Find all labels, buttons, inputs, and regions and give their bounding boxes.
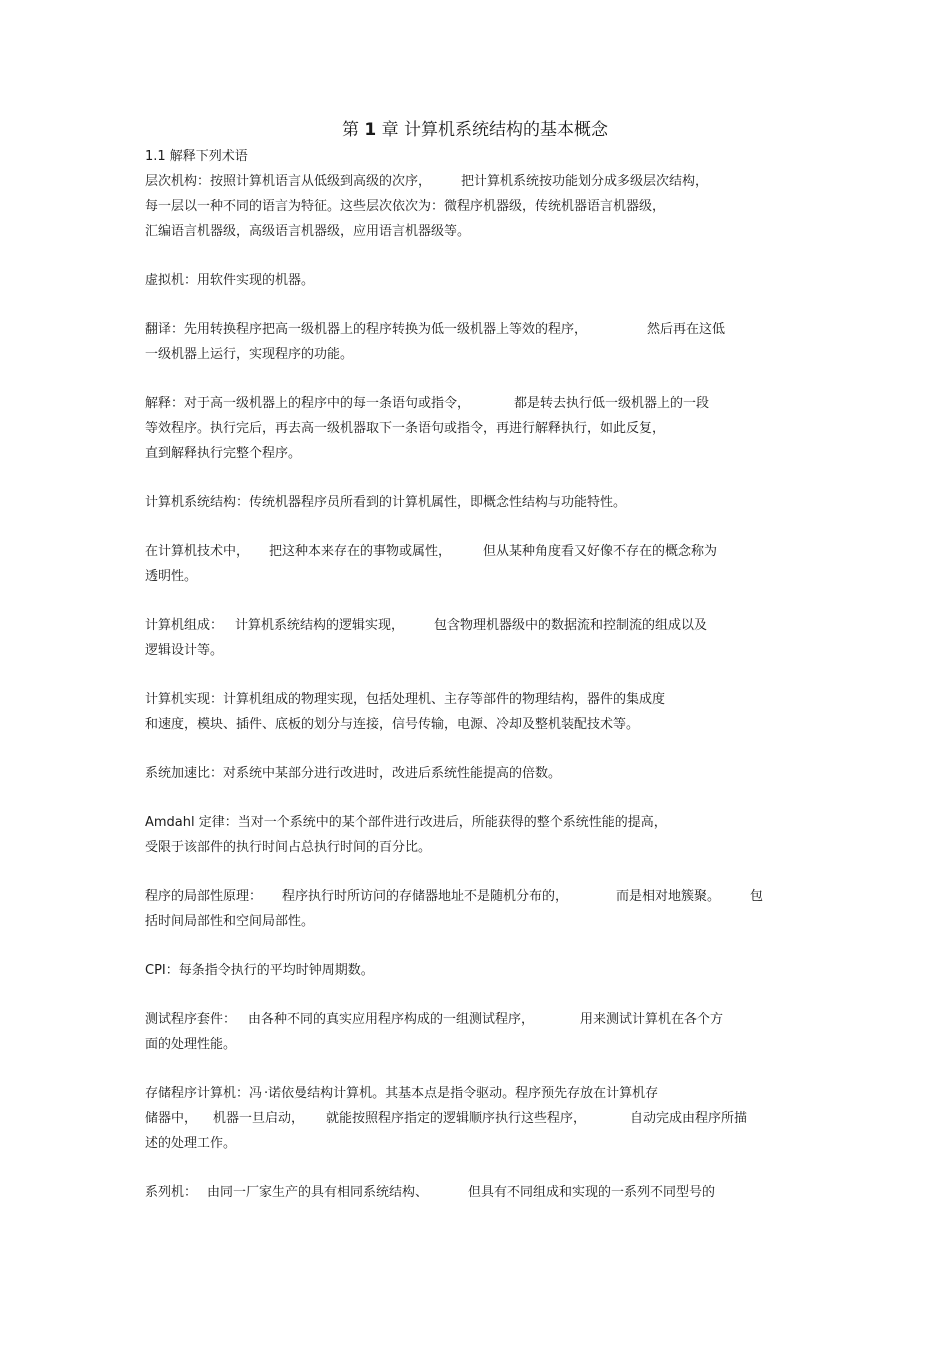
text-segment: 层次机构：按照计算机语言从低级到高级的次序， xyxy=(145,174,432,189)
text-segment: 但从某种角度看又好像不存在的概念称为 xyxy=(483,544,718,559)
text-segment: 存储程序计算机：冯 xyxy=(145,1086,263,1101)
text-segment: 包 xyxy=(750,889,764,904)
text-line xyxy=(145,909,825,934)
text-line xyxy=(145,761,825,786)
text-segment: 等效程序。执行完后，再去高一级机器取下一条语句或指令，再进行解释执行，如此反复， xyxy=(145,421,666,436)
glossary-content xyxy=(145,169,825,1229)
text-line xyxy=(145,219,825,244)
text-line xyxy=(145,613,825,638)
text-segment: 计算机实现：计算机组成的物理实现，包括处理机、主存等部件的物理结构，器件的集成度 xyxy=(145,692,666,707)
glossary-entry xyxy=(145,1180,825,1205)
text-segment: 就能按照程序指定的逻辑顺序执行这些程序， xyxy=(326,1111,587,1126)
text-segment: 测试程序套件： xyxy=(145,1012,237,1027)
glossary-entry xyxy=(145,613,825,663)
section-heading: 1.1 解释下列术语 xyxy=(145,149,248,164)
text-line xyxy=(145,1081,825,1106)
text-segment: ·诺依曼结构计算机。其基本点是指令驱动。程序预先存放在计算机存 xyxy=(264,1086,659,1101)
text-segment: 自动完成由程序所描 xyxy=(630,1111,748,1126)
text-line xyxy=(145,687,825,712)
text-line xyxy=(145,564,825,589)
text-segment: 而是相对地簇聚。 xyxy=(616,889,721,904)
text-line xyxy=(145,268,825,293)
text-segment: 翻译：先用转换程序把高一级机器上的程序转换为低一级机器上等效的程序， xyxy=(145,322,588,337)
text-line xyxy=(145,490,825,515)
text-line xyxy=(145,194,825,219)
text-line xyxy=(145,1007,825,1032)
text-line xyxy=(145,1180,825,1205)
glossary-entry xyxy=(145,490,825,515)
glossary-entry xyxy=(145,391,825,466)
text-line xyxy=(145,638,825,663)
text-line xyxy=(145,835,825,860)
text-segment: Amdahl 定律：当对一个系统中的某个部件进行改进后，所能获得的整个系统性能的提高， xyxy=(145,815,667,830)
text-line xyxy=(145,169,825,194)
chapter-title-prefix: 第 xyxy=(341,120,359,140)
text-segment: 直到解释执行完整个程序。 xyxy=(145,446,302,461)
glossary-entry xyxy=(145,1081,825,1156)
text-segment: 储器中， xyxy=(145,1111,198,1126)
glossary-entry xyxy=(145,169,825,244)
text-line xyxy=(145,416,825,441)
glossary-entry xyxy=(145,810,825,860)
text-segment: 括时间局部性和空间局部性。 xyxy=(145,914,315,929)
text-segment: 一级机器上运行，实现程序的功能。 xyxy=(145,347,354,362)
text-segment: 然后再在这低 xyxy=(647,322,726,337)
text-segment: 计算机系统结构的逻辑实现， xyxy=(235,618,405,633)
glossary-entry xyxy=(145,539,825,589)
text-line xyxy=(145,884,825,909)
text-line xyxy=(145,539,825,564)
text-line xyxy=(145,1106,825,1131)
text-segment: 程序执行时所访问的存储器地址不是随机分布的， xyxy=(282,889,569,904)
glossary-entry xyxy=(145,884,825,934)
text-line xyxy=(145,1131,825,1156)
text-line xyxy=(145,317,825,342)
text-line xyxy=(145,441,825,466)
glossary-entry xyxy=(145,761,825,786)
text-segment: 和速度，模块、插件、底板的划分与连接，信号传输，电源、冷却及整机装配技术等。 xyxy=(145,717,640,732)
text-segment: 计算机组成： xyxy=(145,618,224,633)
glossary-entry xyxy=(145,317,825,367)
text-segment: 把计算机系统按功能划分成多级层次结构， xyxy=(461,174,709,189)
glossary-entry xyxy=(145,1007,825,1057)
text-segment: 汇编语言机器级，高级语言机器级，应用语言机器级等。 xyxy=(145,224,471,239)
text-segment: 程序的局部性原理： xyxy=(145,889,263,904)
glossary-entry xyxy=(145,958,825,983)
glossary-entry xyxy=(145,687,825,737)
text-segment: 虚拟机：用软件实现的机器。 xyxy=(145,273,315,288)
text-segment: 由各种不同的真实应用程序构成的一组测试程序， xyxy=(248,1012,535,1027)
text-segment: 但具有不同组成和实现的一系列不同型号的 xyxy=(468,1185,716,1200)
text-segment: 透明性。 xyxy=(145,569,198,584)
text-segment: 用来测试计算机在各个方 xyxy=(580,1012,724,1027)
text-segment: 每一层以一种不同的语言为特征。这些层次依次为：微程序机器级，传统机器语言机器级， xyxy=(145,199,666,214)
text-segment: 计算机系统结构：传统机器程序员所看到的计算机属性，即概念性结构与功能特性。 xyxy=(145,495,627,510)
text-line xyxy=(145,810,825,835)
text-segment: 解释：对于高一级机器上的程序中的每一条语句或指令， xyxy=(145,396,471,411)
text-line xyxy=(145,958,825,983)
text-segment: 机器一旦启动， xyxy=(213,1111,305,1126)
text-line xyxy=(145,342,825,367)
text-segment: CPI：每条指令执行的平均时钟周期数。 xyxy=(145,963,374,978)
text-segment: 逻辑设计等。 xyxy=(145,643,224,658)
text-segment: 系统加速比：对系统中某部分进行改进时，改进后系统性能提高的倍数。 xyxy=(145,766,562,781)
text-segment: 把这种本来存在的事物或属性， xyxy=(269,544,452,559)
chapter-title-text: 章 计算机系统结构的基本概念 xyxy=(381,120,609,140)
text-segment: 系列机： xyxy=(145,1185,198,1200)
text-line xyxy=(145,712,825,737)
chapter-title xyxy=(0,118,950,142)
text-segment: 包含物理机器级中的数据流和控制流的组成以及 xyxy=(434,618,708,633)
text-segment: 面的处理性能。 xyxy=(145,1037,237,1052)
text-segment: 在计算机技术中， xyxy=(145,544,250,559)
text-segment: 由同一厂家生产的具有相同系统结构、 xyxy=(207,1185,429,1200)
text-line xyxy=(145,1032,825,1057)
text-segment: 都是转去执行低一级机器上的一段 xyxy=(514,396,710,411)
text-segment: 受限于该部件的执行时间占总执行时间的百分比。 xyxy=(145,840,432,855)
glossary-entry xyxy=(145,268,825,293)
text-line xyxy=(145,391,825,416)
text-segment: 述的处理工作。 xyxy=(145,1136,237,1151)
chapter-number: 1 xyxy=(364,120,377,140)
